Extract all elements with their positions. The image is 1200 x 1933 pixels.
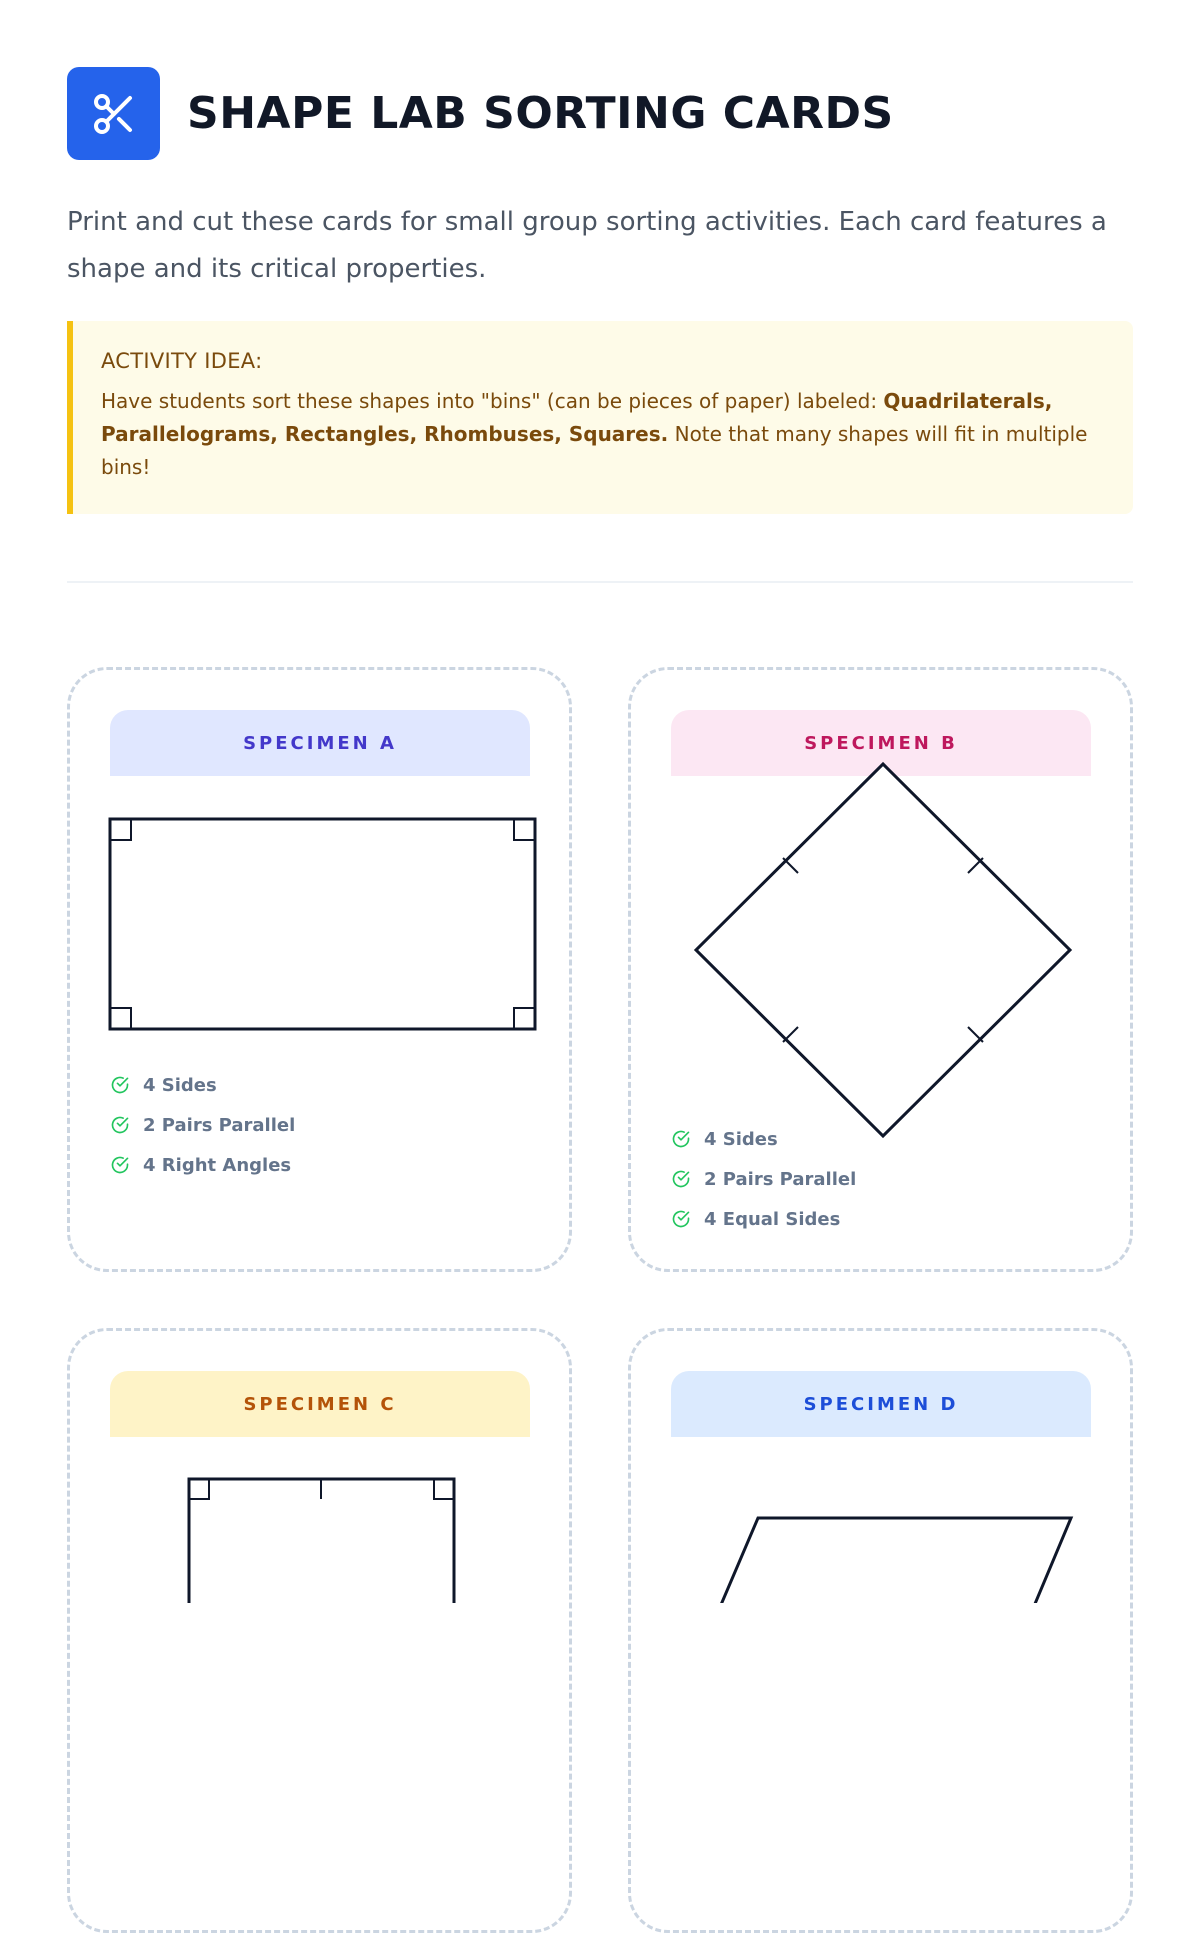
check-circle-icon bbox=[110, 1115, 130, 1135]
check-circle-icon bbox=[110, 1075, 130, 1095]
page-header bbox=[67, 67, 894, 160]
parallelogram-shape bbox=[631, 1331, 1131, 1603]
property-item bbox=[671, 1199, 856, 1239]
intro-text: Print and cut these cards for small group sorting activities. Each card features a shape and its critical properties. bbox=[67, 207, 1107, 284]
property-item bbox=[671, 1119, 856, 1159]
card-label: SPECIMEN C bbox=[110, 1371, 530, 1437]
property-label: 4 Right Angles bbox=[143, 1154, 292, 1176]
section-divider bbox=[67, 581, 1133, 583]
logo-badge bbox=[67, 67, 160, 160]
activity-body bbox=[101, 385, 1101, 484]
property-label: 2 Pairs Parallel bbox=[704, 1168, 857, 1190]
card-label: SPECIMEN D bbox=[671, 1371, 1091, 1437]
card-label: SPECIMEN B bbox=[671, 710, 1091, 776]
card-specimen-b[interactable] bbox=[628, 667, 1133, 1272]
page-title: SHAPE LAB SORTING CARDS bbox=[187, 88, 894, 139]
check-circle-icon bbox=[110, 1155, 130, 1175]
property-item bbox=[110, 1145, 295, 1185]
activity-callout bbox=[67, 321, 1133, 514]
check-circle-icon bbox=[671, 1209, 691, 1229]
activity-text-before: Have students sort these shapes into "bins" (can be pieces of paper) labeled: bbox=[101, 389, 884, 413]
property-label: 4 Sides bbox=[143, 1074, 217, 1096]
property-item bbox=[110, 1065, 295, 1105]
property-item bbox=[671, 1159, 856, 1199]
card-specimen-d[interactable] bbox=[628, 1328, 1133, 1933]
card-specimen-c[interactable] bbox=[67, 1328, 572, 1933]
property-label: 4 Equal Sides bbox=[704, 1208, 841, 1230]
property-label: 4 Sides bbox=[704, 1128, 778, 1150]
card-label: SPECIMEN A bbox=[110, 710, 530, 776]
scissors-icon bbox=[90, 90, 138, 138]
property-list bbox=[671, 1119, 856, 1239]
card-specimen-a[interactable] bbox=[67, 667, 572, 1272]
check-circle-icon bbox=[671, 1129, 691, 1149]
activity-title: ACTIVITY IDEA: bbox=[101, 349, 263, 373]
activity-bin-list: Quadrilaterals, Parallelograms, Rectangles, Rhombuses, Squares. bbox=[101, 389, 1053, 446]
property-item bbox=[110, 1105, 295, 1145]
check-circle-icon bbox=[671, 1169, 691, 1189]
square-shape bbox=[70, 1331, 570, 1603]
activity-text-after: Note that many shapes will fit in multiple bins! bbox=[101, 422, 1088, 479]
property-list bbox=[110, 1065, 295, 1185]
property-label: 2 Pairs Parallel bbox=[143, 1114, 296, 1136]
